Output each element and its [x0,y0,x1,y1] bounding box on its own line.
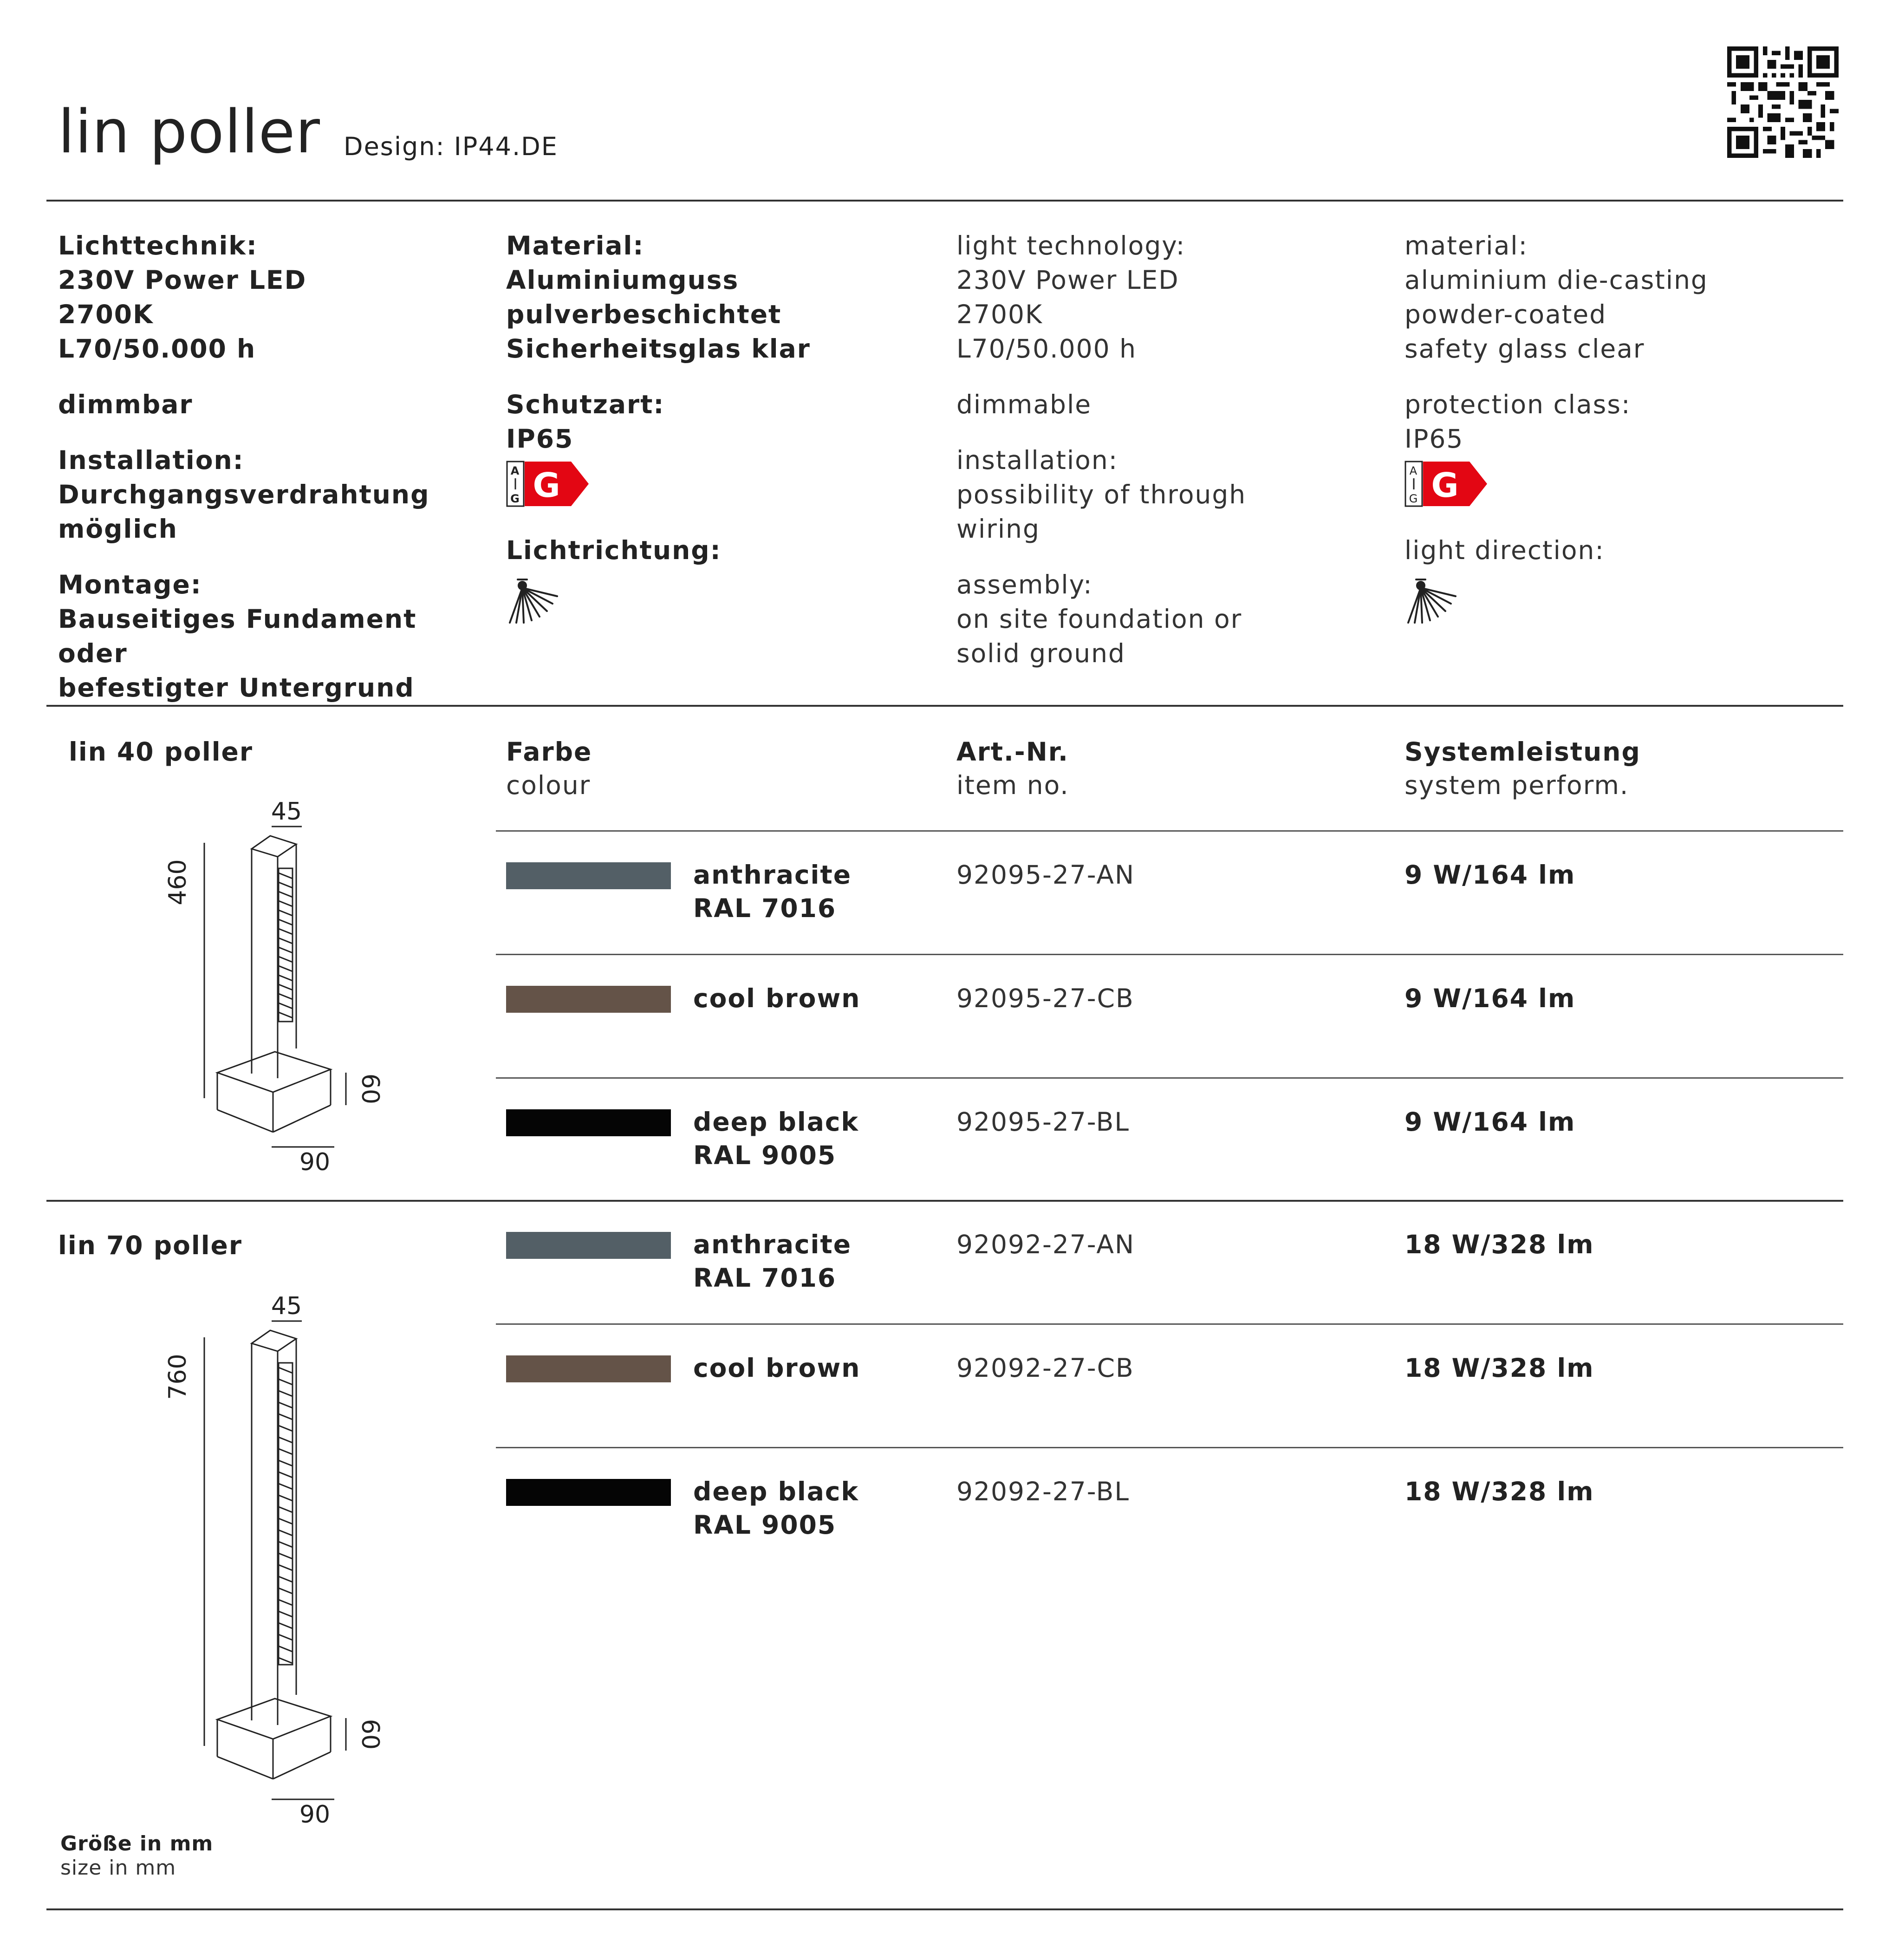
light-technology-label: Lichttechnik: [58,231,258,260]
spec-column-de-1: Lichttechnik: 230V Power LED 2700K L70/50.000 h dimmbar Installation: Durchgangsverdrahtung möglich Montage: Bauseitiges Fundament oder befestigter Untergrund [58,231,430,703]
energy-class-label-icon [506,461,590,507]
product-name-lin70: lin 70 poller [58,1231,242,1260]
light-direction-icon [1404,574,1465,625]
lin40-dim-base-height: 60 [356,1073,384,1105]
header-item-no: Art.-Nr. item no. [956,737,1069,800]
svg-text:G: G [1409,492,1419,505]
colour-label: cool brown [693,1353,861,1383]
system-performance: 18 W/328 lm [1404,1353,1594,1383]
page-title: lin poller [58,98,320,167]
dimmable-label-en: dimmable [956,390,1092,419]
svg-text:A: A [510,464,520,477]
lin70-dim-base-height: 60 [356,1719,384,1750]
specs-divider [46,705,1843,707]
product-name-lin40: lin 40 poller [69,737,253,767]
item-number: 92092-27-AN [956,1230,1135,1259]
protection-label-en: protection class: [1404,390,1631,419]
material-label-en: material: [1404,231,1528,260]
installation-label: Installation: [58,445,244,475]
item-number: 92095-27-AN [956,860,1135,890]
row-divider [496,954,1843,955]
light-direction-icon [506,574,566,625]
assembly-label: Montage: [58,570,202,599]
swatch-cool-brown [506,986,671,1013]
header-colour: Farbe colour [506,737,592,800]
row-divider [496,1323,1843,1325]
item-number: 92092-27-CB [956,1353,1134,1383]
item-number: 92095-27-BL [956,1107,1130,1137]
colour-label: anthracite RAL 7016 [693,860,852,923]
lin40-dim-width-top: 45 [271,798,302,826]
material-label: Material: [506,231,644,260]
svg-text:G: G [533,466,561,505]
colour-label: deep black RAL 9005 [693,1107,859,1170]
size-note: Größe in mm size in mm [60,1832,214,1880]
lin70-dim-width-top: 45 [271,1292,302,1320]
spec-column-en-2: material: aluminium die-casting powder-coated safety glass clear protection class: IP65 A G G light direction: [1404,228,1832,625]
system-performance: 9 W/164 lm [1404,983,1576,1013]
colour-label: deep black RAL 9005 [693,1477,859,1540]
light-technology-label-en: light technology: [956,231,1186,260]
colour-label: cool brown [693,983,861,1013]
header-system-performance: Systemleistung system perform. [1404,737,1641,800]
spec-column-en-1: light technology: 230V Power LED 2700K L70/50.000 h dimmable installation: possibility of through wiring assembly: on site foundation or solid ground [956,231,1247,668]
qr-code-icon[interactable] [1727,46,1839,158]
lin70-dim-height: 760 [164,1354,192,1400]
lin40-dim-base-width: 90 [299,1148,331,1176]
lin40-dimension-drawing [164,789,390,1189]
spec-column-de-2: Material: Aluminiumguss pulverbeschichtet Sicherheitsglas klar Schutzart: IP65 A G G Lichtrichtung: [506,228,933,625]
dimmable-label: dimmbar [58,390,193,419]
light-direction-label-en: light direction: [1404,535,1605,565]
designer-credit: Design: IP44.DE [344,132,558,161]
swatch-anthracite [506,1232,671,1259]
lin40-dim-height: 460 [164,859,192,905]
light-direction-label: Lichtrichtung: [506,535,722,565]
header-divider [46,200,1843,202]
installation-label-en: installation: [956,445,1118,475]
svg-text:A: A [1409,464,1418,477]
svg-text:G: G [1431,466,1460,505]
table-divider [496,830,1843,832]
system-performance: 18 W/328 lm [1404,1230,1594,1259]
swatch-cool-brown [506,1355,671,1382]
footer-divider [46,1908,1843,1910]
energy-class-label-icon [1404,461,1488,507]
system-performance: 9 W/164 lm [1404,860,1576,890]
item-number: 92092-27-BL [956,1477,1130,1506]
lin70-dim-base-width: 90 [299,1801,331,1829]
swatch-deep-black [506,1479,671,1506]
lin70-dimension-drawing [164,1284,390,1832]
item-number: 92095-27-CB [956,983,1134,1013]
system-performance: 18 W/328 lm [1404,1477,1594,1506]
colour-label: anthracite RAL 7016 [693,1230,852,1293]
protection-label: Schutzart: [506,390,665,419]
swatch-anthracite [506,862,671,889]
swatch-deep-black [506,1109,671,1136]
assembly-label-en: assembly: [956,570,1093,599]
row-divider [496,1447,1843,1448]
row-divider [496,1077,1843,1079]
svg-text:G: G [510,492,520,505]
product-divider [46,1200,1843,1202]
system-performance: 9 W/164 lm [1404,1107,1576,1137]
